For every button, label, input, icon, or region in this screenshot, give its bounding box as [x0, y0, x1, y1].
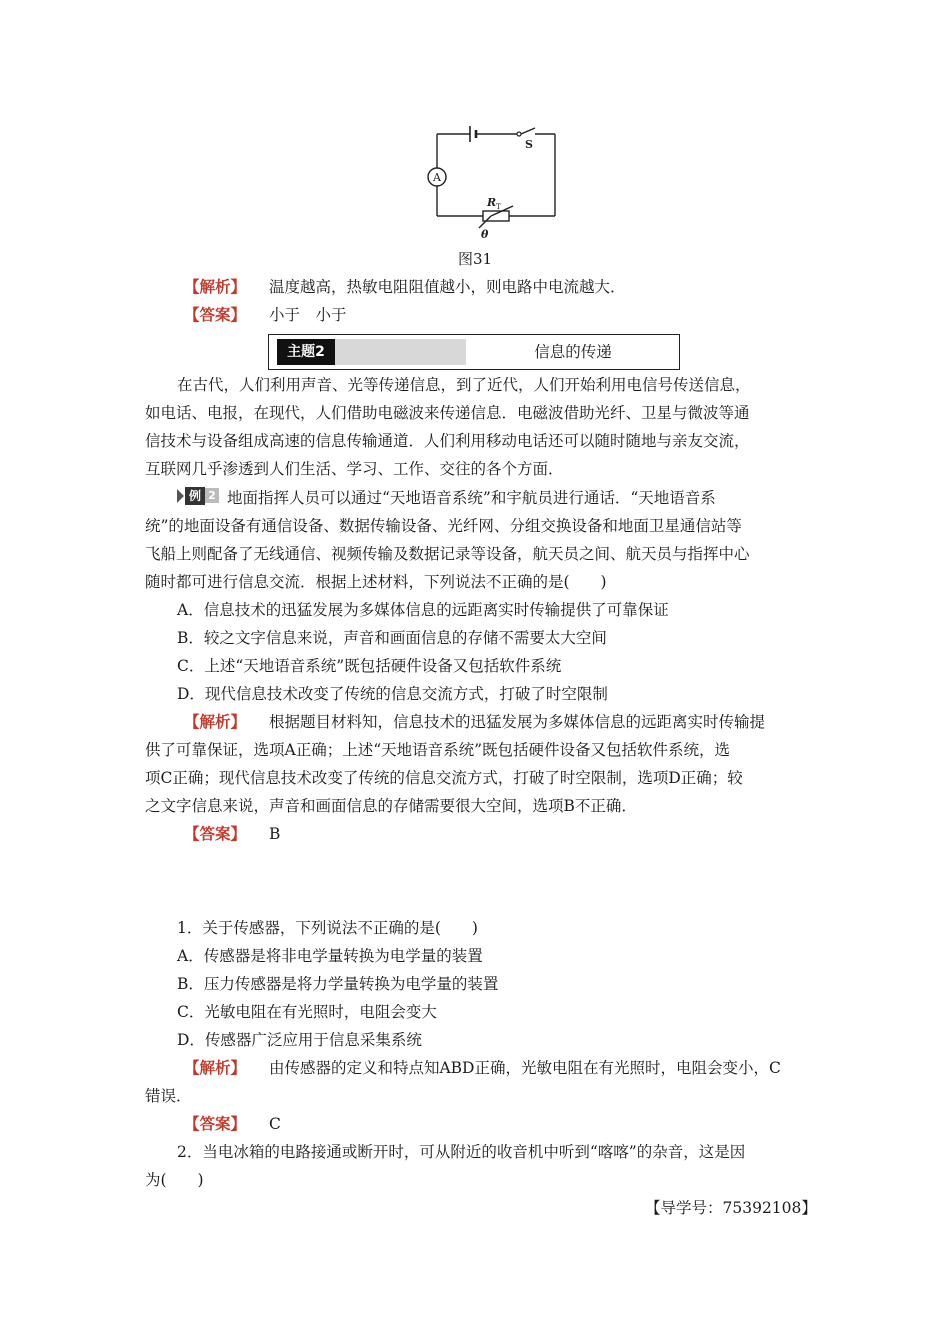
intro-line: 在古代，人们利用声音、光等传递信息，到了近代，人们开始利用电信号传送信息， — [177, 376, 751, 394]
example-option-c: C．上述“天地语音系统”既包括硬件设备又包括软件系统 — [177, 657, 562, 675]
q1-stem: 1．关于传感器，下列说法不正确的是( ) — [177, 919, 478, 937]
q1-answer-row — [184, 1113, 281, 1135]
example-option-b: B．较之文字信息来说，声音和画面信息的存储不需要太大空间 — [177, 629, 607, 647]
q1-answer-text: C — [268, 1115, 281, 1133]
q1-option-d: D．传感器广泛应用于信息采集系统 — [177, 1031, 422, 1049]
example-first-line — [177, 487, 716, 509]
example-option-a: A．信息技术的迅猛发展为多媒体信息的远距离实时传输提供了可靠保证 — [177, 601, 669, 619]
intro-line: 互联网几乎渗透到人们生活、学习、工作、交往的各个方面． — [145, 460, 564, 478]
q1-option-a: A．传感器是将非电学量转换为电学量的装置 — [177, 947, 483, 965]
q2-stem: 2．当电冰箱的电路接通或断开时，可从附近的收音机中听到“喀喀”的杂音，这是因 — [177, 1143, 746, 1161]
fig-analysis-row — [184, 276, 625, 298]
example-analysis-line: 供了可靠保证，选项A正确；上述“天地语音系统”既包括硬件设备又包括软件系统，选 — [145, 741, 731, 759]
q1-analysis-line: 错误． — [145, 1087, 192, 1105]
q2-reference-number: 【导学号：75392108】 — [645, 1199, 817, 1217]
example-text: 地面指挥人员可以通过“天地语音系统”和宇航员进行通话．“天地语音系 — [227, 489, 716, 507]
analysis-tag: 【解析】 — [184, 277, 247, 296]
example-analysis-row — [184, 711, 765, 733]
example-analysis-text: 根据题目材料知，信息技术的迅猛发展为多媒体信息的远距离实时传输提 — [268, 713, 765, 731]
example-badge-number: 2 — [205, 488, 219, 503]
example-line: 统”的地面设备有通信设备、数据传输设备、光纤网、分组交换设备和地面卫星通信站等 — [145, 517, 742, 535]
example-line: 随时都可进行信息交流．根据上述材料，下列说法不正确的是( ) — [145, 573, 607, 591]
example-answer-text: B — [268, 825, 281, 843]
example-badge — [177, 487, 221, 505]
topic-title: 信息的传递 — [534, 343, 612, 361]
example-line: 飞船上则配备了无线通信、视频传输及数据记录等设备，航天员之间、航天员与指挥中心 — [145, 545, 750, 563]
intro-line: 信技术与设备组成高速的信息传输通道．人们利用移动电话还可以随时随地与亲友交流， — [145, 432, 750, 450]
q1-option-c: C．光敏电阻在有光照时，电阻会变大 — [177, 1003, 437, 1021]
figure-caption: 图31 — [457, 250, 493, 268]
answer-tag: 【答案】 — [184, 305, 247, 324]
resistor-label: R — [487, 196, 497, 209]
resistor-subscript: T — [496, 203, 501, 211]
q1-option-b: B．压力传感器是将力学量转换为电学量的装置 — [177, 975, 499, 993]
q1-analysis-text: 由传感器的定义和特点知ABD正确，光敏电阻在有光照时，电阻会变小，C — [268, 1059, 781, 1077]
analysis-tag: 【解析】 — [184, 1058, 247, 1077]
fig-analysis-text: 温度越高，热敏电阻阻值越小，则电路中电流越大． — [268, 278, 626, 296]
switch-label: S — [525, 138, 533, 151]
q1-analysis-row — [184, 1057, 781, 1079]
q2-stem-line: 为( ) — [145, 1171, 204, 1189]
topic-label: 主题2 — [277, 339, 335, 365]
topic-banner — [268, 334, 680, 370]
example-analysis-line: 之文字信息来说，声音和画面信息的存储需要很大空间，选项B不正确． — [145, 797, 637, 815]
fig-answer-row — [184, 304, 346, 326]
theta-label: θ — [481, 228, 489, 241]
example-badge-label: 例 — [185, 487, 205, 505]
topic-arrow-icon — [325, 344, 333, 360]
example-answer-row — [184, 823, 280, 845]
answer-tag: 【答案】 — [184, 1114, 247, 1133]
answer-tag: 【答案】 — [184, 824, 247, 843]
circuit-diagram — [395, 120, 565, 248]
analysis-tag: 【解析】 — [184, 712, 247, 731]
example-option-d: D．现代信息技术改变了传统的信息交流方式，打破了时空限制 — [177, 685, 608, 703]
example-arrow-icon — [177, 489, 184, 503]
topic-gray-band — [331, 339, 466, 365]
intro-line: 如电话、电报，在现代，人们借助电磁波来传递信息．电磁波借助光纤、卫星与微波等通 — [145, 404, 750, 422]
fig-answer-text: 小于 小于 — [268, 306, 347, 324]
example-analysis-line: 项C正确；现代信息技术改变了传统的信息交流方式，打破了时空限制，选项D正确；较 — [145, 769, 743, 787]
ammeter-label: A — [433, 171, 441, 184]
